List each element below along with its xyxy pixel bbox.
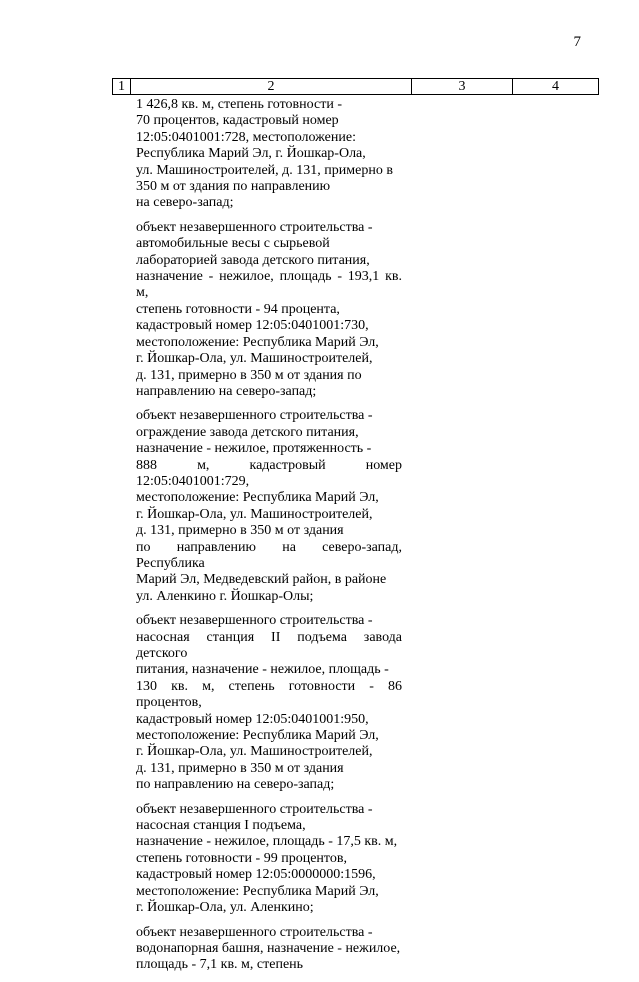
property-paragraph: объект незавершенного строительства - насосная станция I подъема, назначение - нежилое, площадь - 17,5 кв. м, степень готовности - 99 процентов, кадастровый номер 12:05:0000000:1596, местоположение: Республика Марий Эл, г. Йошкар-Ола, ул. Аленкино; — [136, 801, 398, 916]
column-header-2: 2 — [130, 79, 411, 94]
property-list — [136, 97, 402, 982]
property-paragraph: объект незавершенного строительства - ограждение завода детского питания, назначение - нежилое, протяженность - 888 м, кадастровый номер 12:05:0401001:729, местоположение: Республика Марий Эл, г. Йошкар-Ола, ул. Машиностроителей, д. 131, примерно в 350 м от здания по направлению на северо-запад, Республика Марий Эл, Медведевский район, в районе ул. Аленкино г. Йошкар-Олы; — [136, 408, 402, 604]
page-number: 7 — [573, 34, 581, 50]
property-paragraph: 1 426,8 кв. м, степень готовности - 70 процентов, кадастровый номер 12:05:0401001:728, местоположение: Республика Марий Эл, г. Йошкар-Ола, ул. Машиностроителей, д. 131, примерно в 350 м от здания по направлению на северо-запад; — [136, 97, 393, 211]
property-paragraph: объект незавершенного строительства - насосная станция II подъема завода детского питания, назначение - нежилое, площадь - 130 кв. м, степень готовности - 86 процентов, кадастровый номер 12:05:0401001:950, местоположение: Республика Марий Эл, г. Йошкар-Ола, ул. Машиностроителей, д. 131, примерно в 350 м от здания по направлению на северо-запад; — [136, 613, 402, 793]
property-paragraph: объект незавершенного строительства - водонапорная башня, назначение - нежилое, площадь - 7,1 кв. м, степень — [136, 924, 401, 973]
column-header-4: 4 — [512, 79, 598, 94]
property-paragraph: объект незавершенного строительства - автомобильные весы с сырьевой лабораторией завода детского питания, назначение - нежилое, площадь - 193,1 кв. м, степень готовности - 94 процента, кадастровый номер 12:05:0401001:730, местоположение: Республика Марий Эл, г. Йошкар-Ола, ул. Машиностроителей, д. 131, примерно в 350 м от здания по направлению на северо-запад; — [136, 219, 402, 399]
column-header-1: 1 — [118, 79, 125, 94]
table-header-row — [112, 78, 599, 95]
column-header-3: 3 — [411, 79, 512, 94]
